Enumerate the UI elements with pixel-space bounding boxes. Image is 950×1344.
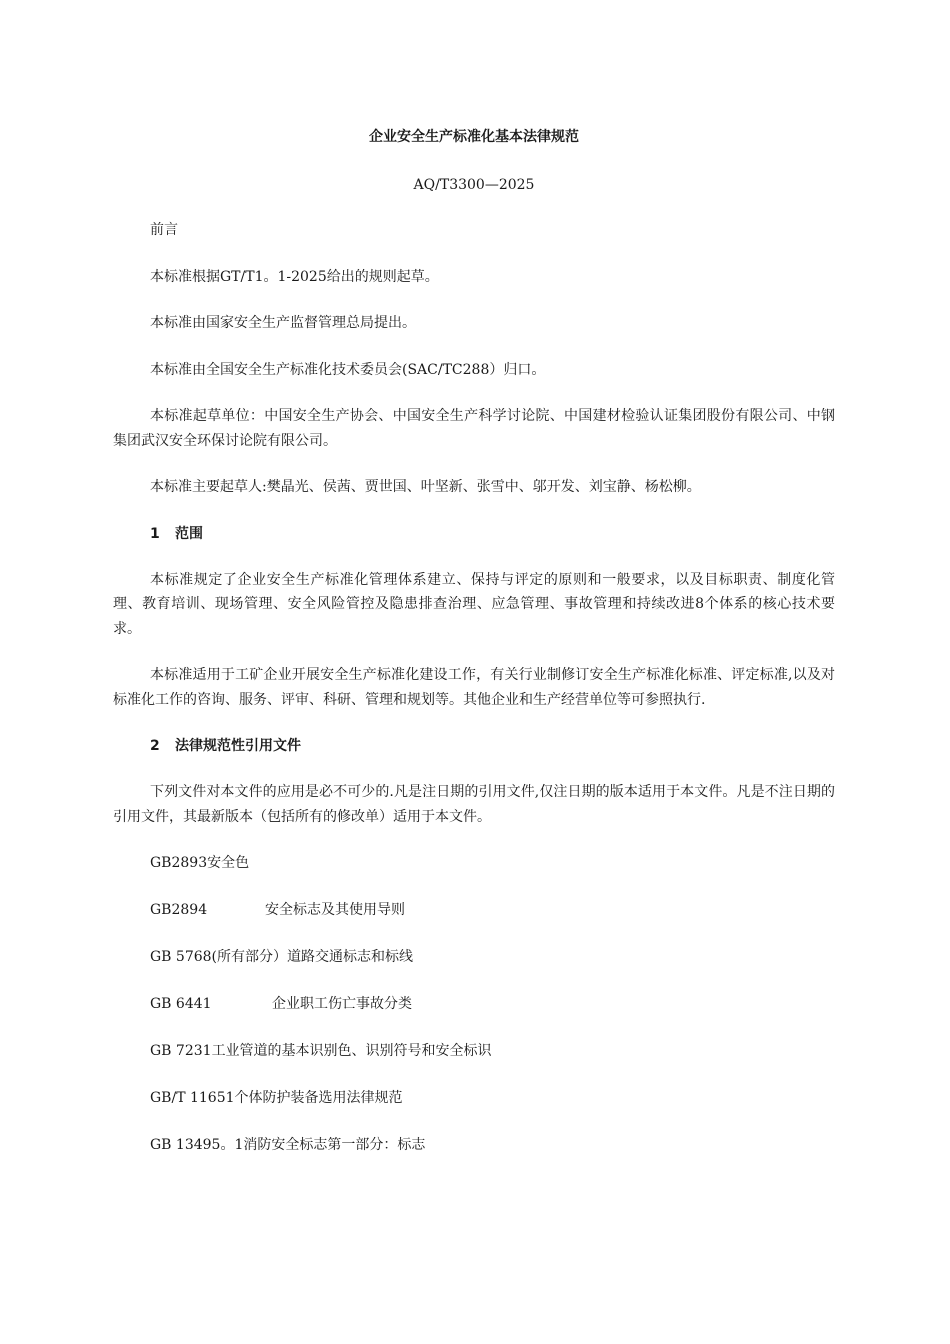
reference-code: GB 6441	[150, 996, 212, 1012]
reference-code: GB 13495。1	[150, 1137, 244, 1153]
document-title: 企业安全生产标准化基本法律规范	[369, 129, 579, 145]
reference-item	[113, 1039, 835, 1063]
reference-title: 企业职工伤亡事故分类	[272, 996, 412, 1012]
foreword-paragraph: 本标准由全国安全生产标准化技术委员会(SAC/TC288）归口。	[150, 361, 546, 378]
section-heading-references	[113, 734, 835, 758]
scope-paragraph: 本标准适用于工矿企业开展安全生产标准化建设工作，有关行业制修订安全生产标准化标准、评定标准,以及对标准化工作的咨询、服务、评审、科研、管理和规划等。其他企业和生产经营单位等可参照执行.	[113, 667, 835, 708]
document-body	[113, 124, 835, 1180]
reference-title: 安全标志及其使用导则	[265, 902, 405, 918]
foreword-paragraph: 本标准由国家安全生产监督管理总局提出。	[150, 315, 416, 331]
references-intro: 下列文件对本文件的应用是必不可少的.凡是注日期的引用文件,仅注日期的版本适用于本文件。凡是不注日期的引用文件，其最新版本（包括所有的修改单）适用于本文件。	[113, 784, 835, 825]
reference-item	[113, 992, 835, 1016]
reference-code: GB2893	[150, 855, 208, 871]
section-title: 范围	[175, 525, 203, 542]
reference-item	[113, 1133, 835, 1157]
foreword-paragraph: 本标准根据GT/T1。1-2025给出的规则起草。	[150, 268, 439, 285]
reference-code: GB 5768(所有部分）	[150, 949, 288, 965]
reference-code: GB/T 11651	[150, 1090, 235, 1106]
reference-title: 个体防护装备选用法律规范	[234, 1090, 403, 1106]
reference-title: 工业管道的基本识别色、识别符号和安全标识	[211, 1043, 492, 1059]
section-number: 1	[150, 525, 160, 542]
section-heading-scope	[113, 522, 835, 546]
reference-title: 安全色	[207, 855, 250, 871]
foreword-paragraph: 本标准起草单位：中国安全生产协会、中国安全生产科学讨论院、中国建材检验认证集团股份有限公司、中钢集团武汉安全环保讨论院有限公司。	[113, 408, 835, 449]
section-title: 法律规范性引用文件	[175, 738, 301, 754]
foreword-heading: 前言	[150, 222, 178, 238]
reference-title: 道路交通标志和标线	[287, 949, 414, 965]
reference-code: GB2894	[150, 902, 208, 918]
reference-title: 消防安全标志第一部分：标志	[243, 1137, 426, 1153]
reference-code: GB 7231	[150, 1043, 212, 1059]
scope-paragraph: 本标准规定了企业安全生产标准化管理体系建立、保持与评定的原则和一般要求，以及目标职责、制度化管理、教育培训、现场管理、安全风险管控及隐患排查治理、应急管理、事故管理和持续改进8个体系的核心技术要求。	[113, 571, 835, 637]
reference-item	[113, 1086, 835, 1110]
standard-code: AQ/T3300—2025	[413, 177, 535, 193]
reference-item	[113, 945, 835, 969]
section-number: 2	[150, 738, 160, 754]
reference-item	[113, 851, 835, 875]
reference-item	[113, 898, 835, 922]
foreword-paragraph: 本标准主要起草人:樊晶光、侯茜、贾世国、叶坚新、张雪中、邬开发、刘宝静、杨松柳。	[150, 479, 701, 495]
